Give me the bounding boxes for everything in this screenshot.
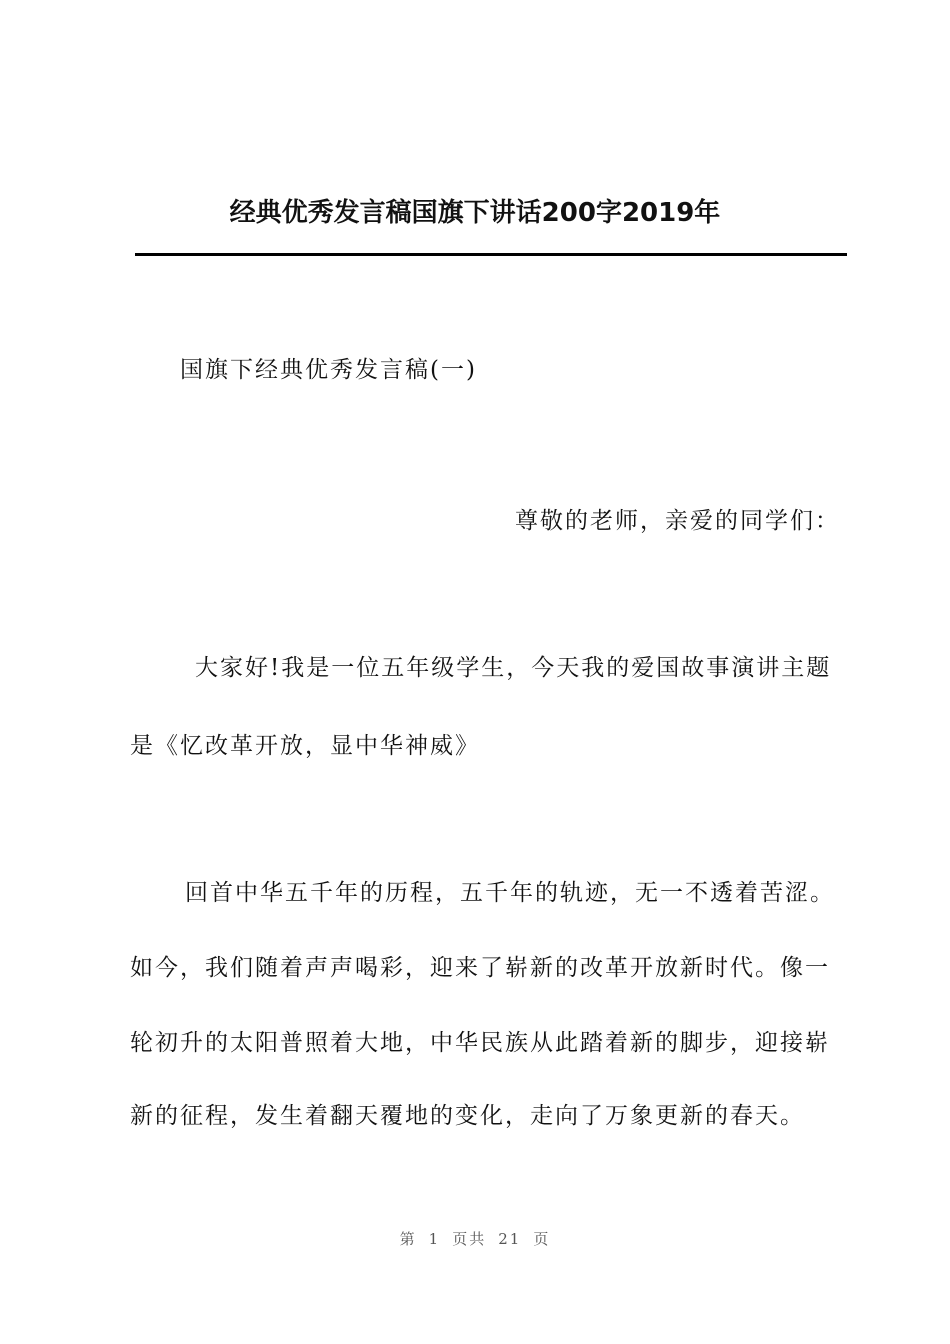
title-underline xyxy=(135,253,847,256)
paragraph-line: 回首中华五千年的历程，五千年的轨迹，无一不透着苦涩。 xyxy=(185,880,835,906)
footer-total-pages: 21 xyxy=(498,1230,522,1248)
footer-current-page: 1 xyxy=(428,1230,441,1248)
footer-prefix: 第 xyxy=(399,1230,417,1248)
paragraph-line: 是《忆改革开放，显中华神威》 xyxy=(130,733,480,759)
document-title: 经典优秀发言稿国旗下讲话200字2019年 xyxy=(229,198,721,228)
section-subheading: 国旗下经典优秀发言稿(一) xyxy=(180,357,477,383)
footer-middle: 页共 xyxy=(452,1230,487,1248)
page-footer xyxy=(0,1228,950,1250)
footer-suffix: 页 xyxy=(533,1230,551,1248)
paragraph-line: 如今，我们随着声声喝彩，迎来了崭新的改革开放新时代。像一 xyxy=(130,955,830,981)
paragraph-line: 大家好!我是一位五年级学生，今天我的爱国故事演讲主题 xyxy=(195,655,832,681)
paragraph-line: 新的征程，发生着翻天覆地的变化，走向了万象更新的春天。 xyxy=(130,1103,805,1129)
paragraph-line: 轮初升的太阳普照着大地，中华民族从此踏着新的脚步，迎接崭 xyxy=(130,1030,830,1056)
salutation: 尊敬的老师，亲爱的同学们： xyxy=(515,508,840,534)
